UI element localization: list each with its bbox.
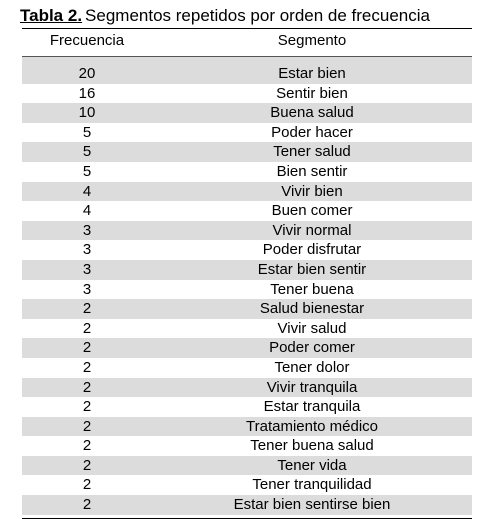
frequency-cell: 2 [82,339,92,357]
table-row [22,358,472,378]
segment-cell: Estar tranquila [263,398,361,416]
segment-cell: Buen comer [271,202,353,220]
frequency-cell: 2 [82,417,92,435]
segment-cell: Estar bien [278,65,346,82]
segment-cell: Buena salud [270,104,354,122]
segment-cell: Poder hacer [271,123,353,141]
frequency-cell: 2 [82,437,92,455]
frequency-cell: 2 [82,476,92,494]
table-row [22,182,472,202]
segment-cell: Vivir normal [272,221,352,239]
table-row [22,240,472,260]
segment-cell: Vivir bien [281,182,343,200]
frequency-cell: 2 [82,300,92,318]
frequency-cell: 4 [82,202,92,220]
table-row [22,475,472,495]
frequency-cell: 3 [82,260,92,278]
segment-cell: Vivir salud [277,319,347,337]
segment-cell: Tener buena [270,280,354,298]
frequency-cell: 3 [82,221,92,239]
table-title: Segmentos repetidos por orden de frecuencia [85,6,430,25]
table-row [22,417,472,437]
frequency-cell: 2 [82,319,92,337]
segment-cell: Bien sentir [276,162,348,180]
table-row [22,84,472,104]
frequency-cell: 20 [78,65,96,82]
frequency-cell: 2 [82,456,92,474]
frequency-cell: 10 [78,104,96,122]
segment-cell: Poder comer [269,339,355,357]
table-header [22,30,472,52]
table-row [22,260,472,280]
segment-cell: Estar bien sentirse bien [233,496,391,514]
table-row [22,280,472,300]
top-rule [22,28,472,29]
table-row [22,299,472,319]
table-row [22,142,472,162]
frequency-cell: 4 [82,182,92,200]
table-row [22,221,472,241]
frequency-cell: 5 [82,123,92,141]
bottom-rule [22,518,472,519]
table-row [22,103,472,123]
frequency-cell: 2 [82,398,92,416]
table-row [22,319,472,339]
column-header-frequency: Frecuencia [49,32,125,49]
segment-cell: Tener dolor [274,358,350,376]
frequency-cell: 2 [82,496,92,514]
segment-cell: Tener buena salud [250,437,374,455]
segment-cell: Sentir bien [276,84,348,102]
segment-cell: Poder disfrutar [262,241,362,259]
frequency-cell: 5 [82,162,92,180]
segment-cell: Tratamiento médico [246,417,378,435]
column-header-segment: Segmento [277,32,347,49]
segment-cell: Salud bienestar [259,300,365,318]
frequency-cell: 16 [78,84,96,102]
frequency-cell: 3 [82,280,92,298]
header-spacer-band [22,57,472,64]
segment-cell: Tener salud [273,143,351,161]
segment-cell: Vivir tranquila [266,378,358,396]
table-row [22,64,472,84]
table-row [22,338,472,358]
table-number: Tabla 2. [20,6,83,25]
table-row [22,378,472,398]
frequency-cell: 3 [82,241,92,259]
table-row [22,162,472,182]
frequency-cell: 2 [82,378,92,396]
table-row [22,436,472,456]
frequency-cell: 2 [82,358,92,376]
table-row [22,201,472,221]
segment-cell: Tener tranquilidad [252,476,372,494]
table-row [22,495,472,515]
frequency-cell: 5 [82,143,92,161]
segment-cell: Estar bien sentir [257,260,367,278]
table-caption [20,6,490,26]
table-body [22,64,472,515]
table-row [22,123,472,143]
table-row [22,456,472,476]
segment-cell: Tener vida [277,456,347,474]
table-row [22,397,472,417]
